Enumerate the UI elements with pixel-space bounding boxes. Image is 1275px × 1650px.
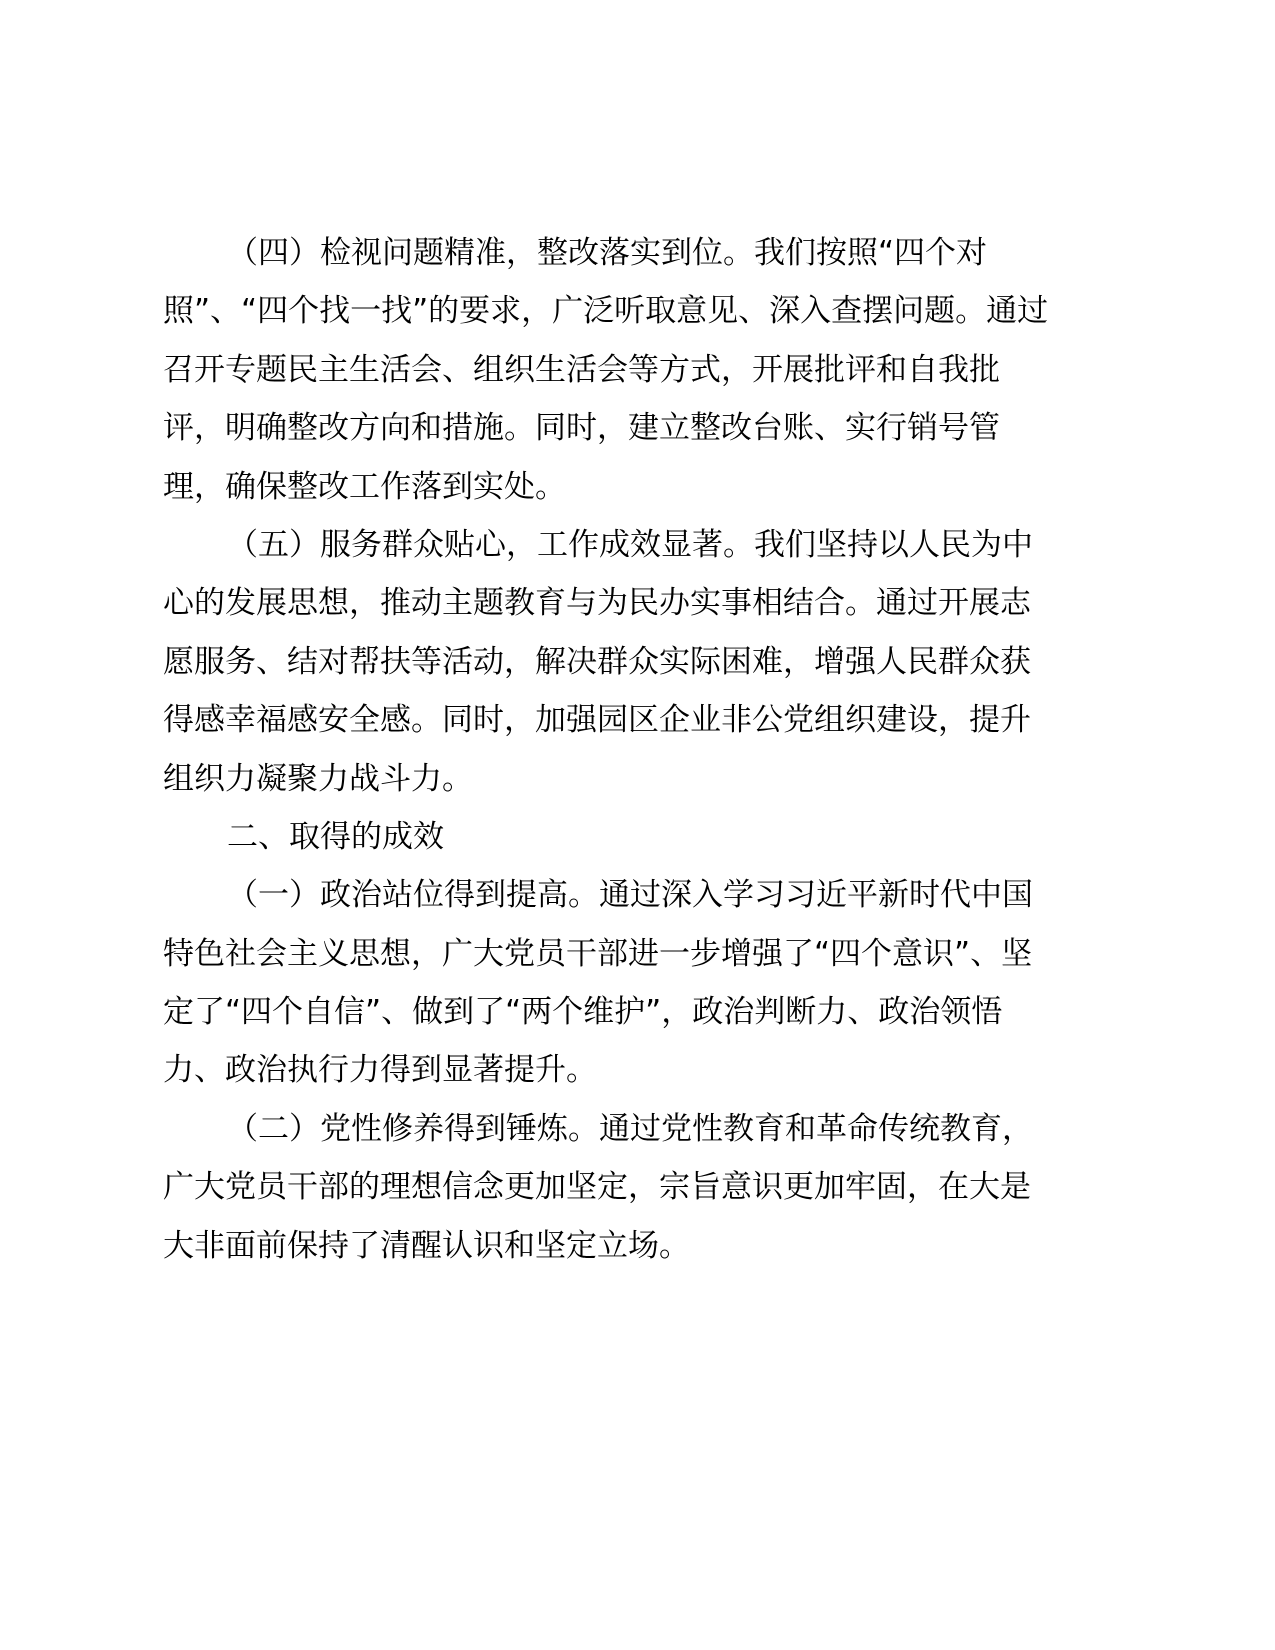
paragraph-4-line-1: （四）检视问题精准，整改落实到位。我们按照“四个对 bbox=[227, 235, 988, 271]
paragraph-2-line-3: 大非面前保持了清醒认识和坚定立场。 bbox=[163, 1227, 690, 1264]
paragraph-4-line-2: 照”、“四个找一找”的要求，广泛听取意见、深入查摆问题。通过 bbox=[163, 293, 1049, 330]
paragraph-2-line-2: 广大党员干部的理想信念更加坚定，宗旨意识更加牢固，在大是 bbox=[163, 1169, 1031, 1206]
paragraph-4-line-5: 理，确保整改工作落到实处。 bbox=[163, 468, 566, 505]
paragraph-1-line-3: 定了“四个自信”、做到了“两个维护”，政治判断力、政治领悟 bbox=[163, 994, 1003, 1031]
paragraph-5-line-3: 愿服务、结对帮扶等活动，解决群众实际困难，增强人民群众获 bbox=[163, 643, 1031, 680]
document-body bbox=[163, 224, 1113, 1275]
paragraph-4-line-3: 召开专题民主生活会、组织生活会等方式，开展批评和自我批 bbox=[163, 351, 1000, 388]
paragraph-2-line-1: （二）党性修养得到锤炼。通过党性教育和革命传统教育， bbox=[227, 1110, 1033, 1147]
paragraph-1-line-1: （一）政治站位得到提高。通过深入学习习近平新时代中国 bbox=[227, 877, 1033, 914]
paragraph-1-line-4: 力、政治执行力得到显著提升。 bbox=[163, 1052, 597, 1089]
section-heading: 二、取得的成效 bbox=[227, 818, 444, 855]
paragraph-5-line-2: 心的发展思想，推动主题教育与为民办实事相结合。通过开展志 bbox=[163, 585, 1031, 622]
paragraph-5-line-1: （五）服务群众贴心，工作成效显著。我们坚持以人民为中 bbox=[227, 526, 1033, 563]
paragraph-5-line-4: 得感幸福感安全感。同时，加强园区企业非公党组织建设，提升 bbox=[163, 702, 1031, 739]
paragraph-4-line-4: 评，明确整改方向和措施。同时，建立整改台账、实行销号管 bbox=[163, 410, 1000, 447]
paragraph-1-line-2: 特色社会主义思想，广大党员干部进一步增强了“四个意识”、坚 bbox=[163, 935, 1033, 972]
paragraph-5-line-5: 组织力凝聚力战斗力。 bbox=[163, 760, 473, 797]
